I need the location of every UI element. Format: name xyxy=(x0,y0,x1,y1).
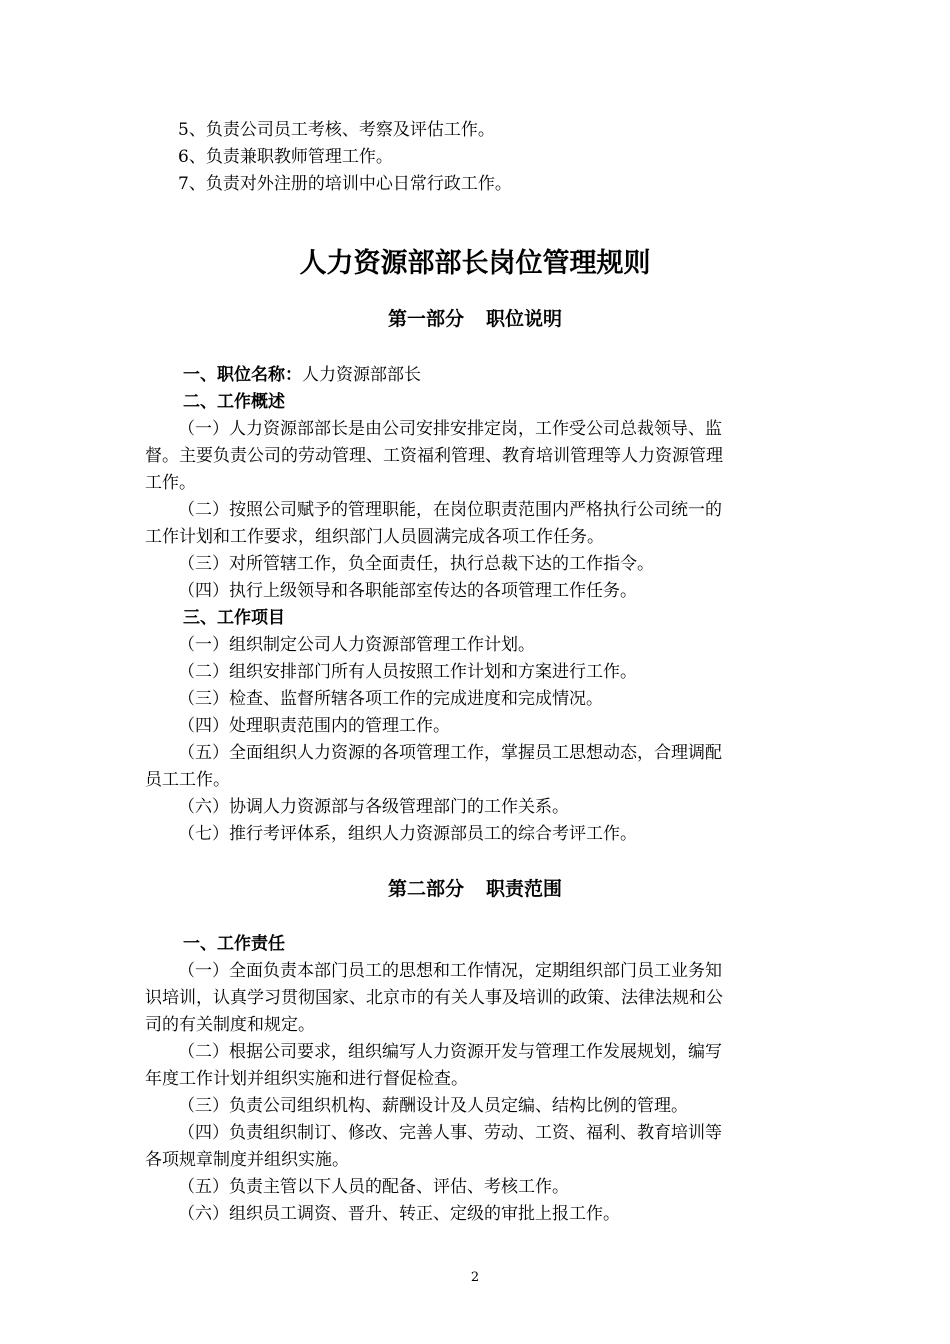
paragraph-line: （五）负责主管以下人员的配备、评估、考核工作。 xyxy=(178,1177,569,1197)
paragraph-line: 识培训，认真学习贯彻国家、北京市的有关人事及培训的政策、法律法规和公 xyxy=(145,988,723,1008)
part2-heading xyxy=(0,875,950,903)
position-value: 人力资源部部长 xyxy=(302,365,421,385)
paragraph-line: （六）组织员工调资、晋升、转正、定级的审批上报工作。 xyxy=(178,1204,620,1224)
page-number: 2 xyxy=(470,1270,480,1285)
part1-heading xyxy=(0,305,950,333)
paragraph-line: （一）全面负责本部门员工的思想和工作情况，定期组织部门员工业务知 xyxy=(178,961,722,981)
paragraph-line: 督。主要负责公司的劳动管理、工资福利管理、教育培训管理等人力资源管理 xyxy=(145,446,723,466)
paragraph-line: （一）人力资源部部长是由公司安排安排定岗，工作受公司总裁领导、监 xyxy=(178,419,722,439)
part1-heading-number: 第一部分 xyxy=(387,308,464,330)
paragraph-line: 司的有关制度和规定。 xyxy=(145,1015,315,1035)
page-title: 人力资源部部长岗位管理规则 xyxy=(299,248,651,279)
paragraph-line: 年度工作计划并组织实施和进行督促检查。 xyxy=(145,1069,468,1089)
part1-heading-title: 职位说明 xyxy=(486,308,563,330)
paragraph-line: （四）执行上级领导和各职能部室传达的各项管理工作任务。 xyxy=(178,581,637,601)
section-heading: 一、工作责任 xyxy=(183,934,285,954)
section-heading: 三、工作项目 xyxy=(183,608,285,628)
paragraph-line: （二）组织安排部门所有人员按照工作计划和方案进行工作。 xyxy=(178,662,637,682)
paragraph-line: 员工工作。 xyxy=(145,770,230,790)
paragraph-line: （三）检查、监督所辖各项工作的完成进度和完成情况。 xyxy=(178,689,603,709)
paragraph-line: 工作计划和工作要求，组织部门人员圆满完成各项工作任务。 xyxy=(145,527,604,547)
part2-heading-title: 职责范围 xyxy=(486,878,563,900)
list-item: 7、负责对外注册的培训中心日常行政工作。 xyxy=(178,174,512,194)
paragraph-line: （三）负责公司组织机构、薪酬设计及人员定编、结构比例的管理。 xyxy=(178,1096,688,1116)
paragraph-line: （七）推行考评体系，组织人力资源部员工的综合考评工作。 xyxy=(178,824,637,844)
paragraph-line: （三）对所管辖工作，负全面责任，执行总裁下达的工作指令。 xyxy=(178,554,654,574)
position-label: 一、职位名称： xyxy=(183,365,302,385)
paragraph-line: （四）处理职责范围内的管理工作。 xyxy=(178,716,450,736)
list-item: 6、负责兼职教师管理工作。 xyxy=(178,147,393,167)
paragraph-line: （五）全面组织人力资源的各项管理工作，掌握员工思想动态，合理调配 xyxy=(178,743,722,763)
section-heading: 二、工作概述 xyxy=(183,392,285,412)
position-name-line xyxy=(183,362,848,389)
paragraph-line: （二）按照公司赋予的管理职能，在岗位职责范围内严格执行公司统一的 xyxy=(178,500,722,520)
paragraph-line: （二）根据公司要求，组织编写人力资源开发与管理工作发展规划，编写 xyxy=(178,1042,722,1062)
paragraph-line: 各项规章制度并组织实施。 xyxy=(145,1150,349,1170)
paragraph-line: （四）负责组织制订、修改、完善人事、劳动、工资、福利、教育培训等 xyxy=(178,1123,722,1143)
part2-heading-number: 第二部分 xyxy=(387,878,464,900)
paragraph-line: 工作。 xyxy=(145,473,196,493)
paragraph-line: （六）协调人力资源部与各级管理部门的工作关系。 xyxy=(178,797,569,817)
paragraph-line: （一）组织制定公司人力资源部管理工作计划。 xyxy=(178,635,535,655)
list-item: 5、负责公司员工考核、考察及评估工作。 xyxy=(178,120,495,140)
